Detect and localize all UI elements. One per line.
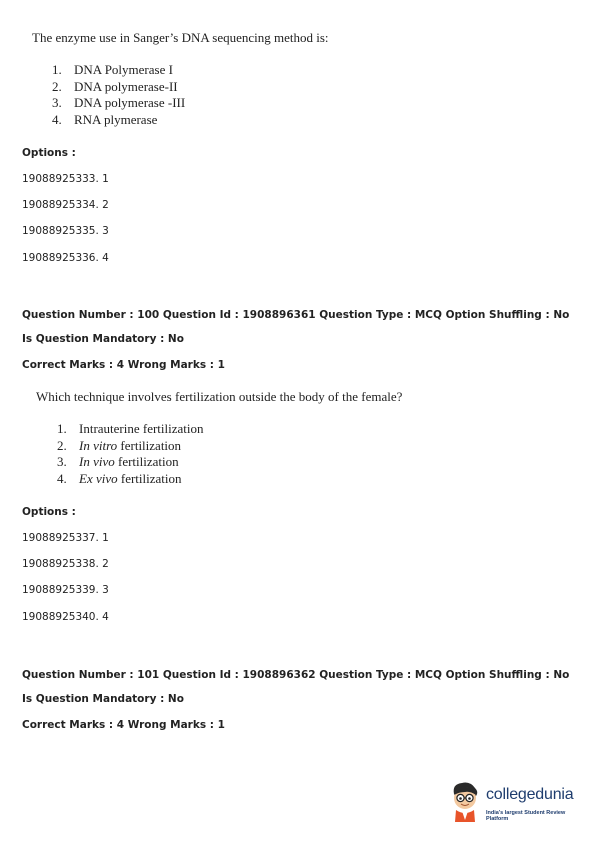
choice-item: 1. Intrauterine fertilization — [57, 421, 204, 436]
logo-name: collegedunia — [486, 786, 574, 803]
option-id: 19088925334. 2 — [22, 199, 109, 211]
option-id: 19088925339. 3 — [22, 584, 109, 596]
question-100-header: Question Number : 100 Question Id : 1908896361 Question Type : MCQ Option Shuffling : No — [22, 309, 570, 321]
collegedunia-logo — [448, 780, 588, 830]
question-100-text: Which technique involves fertilization outside the body of the female? — [36, 389, 403, 404]
option-id: 19088925337. 1 — [22, 532, 109, 544]
choice-item: 4. Ex vivo fertilization — [57, 470, 182, 486]
question-101-marks: Correct Marks : 4 Wrong Marks : 1 — [22, 719, 225, 731]
option-id: 19088925333. 1 — [22, 173, 109, 185]
question-99-choices — [52, 62, 185, 128]
choice-item: 1. DNA Polymerase I — [52, 62, 173, 77]
question-100-mandatory: Is Question Mandatory : No — [22, 333, 184, 345]
question-100-choices — [57, 421, 204, 487]
choice-item: 4. RNA plymerase — [52, 111, 158, 127]
option-id: 19088925338. 2 — [22, 558, 109, 570]
question-101-header: Question Number : 101 Question Id : 1908896362 Question Type : MCQ Option Shuffling : No — [22, 669, 570, 681]
choice-item: 2. In vitro fertilization — [57, 437, 182, 453]
options-label: Options : — [22, 506, 76, 518]
question-99-text: The enzyme use in Sanger’s DNA sequencing method is: — [32, 30, 329, 45]
logo-tagline: India's largest Student Review Platform — [486, 810, 566, 822]
option-id: 19088925336. 4 — [22, 252, 109, 264]
option-id: 19088925340. 4 — [22, 611, 109, 623]
question-101-mandatory: Is Question Mandatory : No — [22, 693, 184, 705]
choice-item: 2. DNA polymerase-II — [52, 78, 178, 94]
question-100-marks: Correct Marks : 4 Wrong Marks : 1 — [22, 359, 225, 371]
choice-item: 3. DNA polymerase -III — [52, 95, 186, 110]
option-id: 19088925335. 3 — [22, 225, 109, 237]
mascot-icon — [448, 780, 482, 824]
options-label: Options : — [22, 147, 76, 159]
choice-item: 3. In vivo fertilization — [57, 454, 179, 469]
